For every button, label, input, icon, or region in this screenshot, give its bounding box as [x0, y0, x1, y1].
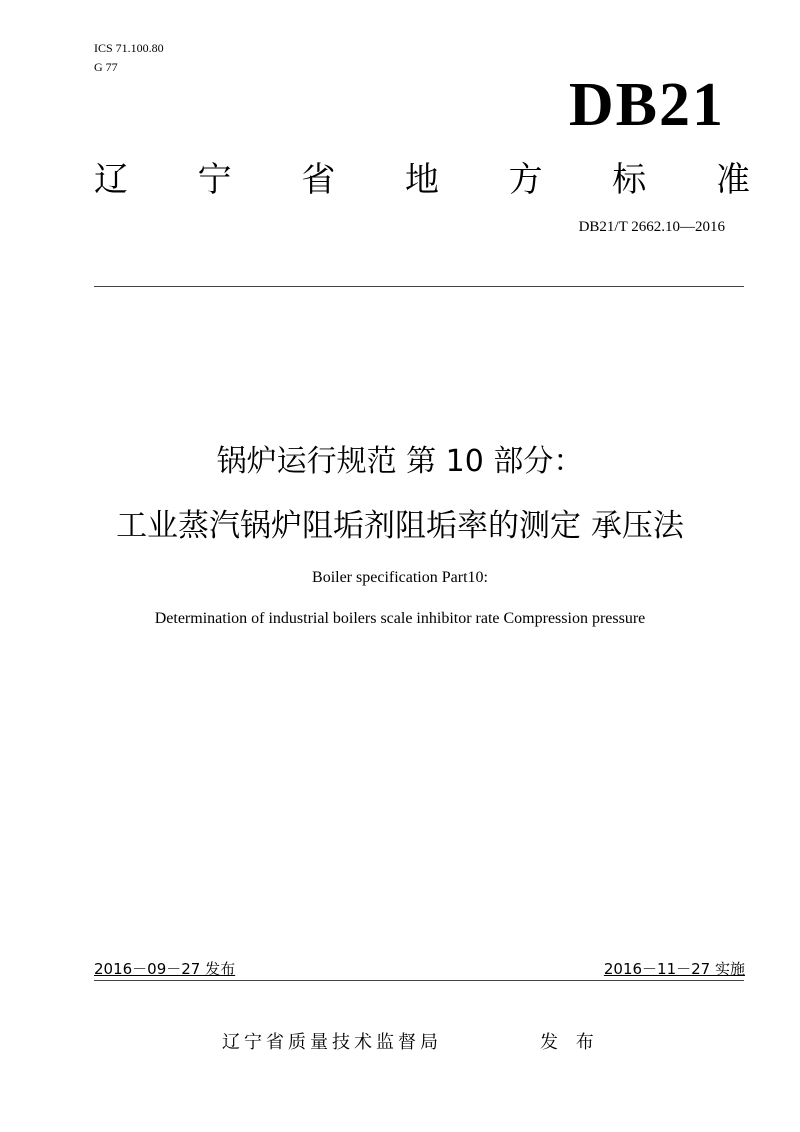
standard-type-char: 准: [715, 159, 750, 200]
issuing-authority: 辽宁省质量技术监督局: [222, 1032, 442, 1053]
bottom-divider: [94, 980, 744, 981]
ics-code: ICS 71.100.80: [94, 41, 164, 55]
standard-type-char: 标: [612, 159, 647, 200]
standard-type-char: 地: [404, 159, 439, 200]
standard-code-logo: DB21: [568, 71, 725, 139]
standard-number: DB21/T 2662.10—2016: [578, 219, 725, 235]
document-title-line1: 锅炉运行规范 第 10 部分：: [216, 444, 584, 479]
standard-type-title: [94, 155, 750, 200]
classification-code: G 77: [94, 60, 118, 74]
english-title-line2: Determination of industrial boilers scale inhibitor rate Compression pressure: [154, 610, 646, 627]
issue-label: 发 布: [540, 1032, 600, 1053]
english-title-line1: Boiler specification Part10:: [312, 569, 488, 586]
standard-type-char: 辽: [94, 159, 128, 200]
standard-type-char: 方: [508, 159, 543, 200]
document-title-line2: 工业蒸汽锅炉阻垢剂阻垢率的测定 承压法: [116, 508, 684, 544]
standard-type-char: 省: [301, 159, 336, 200]
top-divider: [94, 286, 744, 287]
implementation-date: 2016－11－27 实施: [603, 960, 745, 978]
standard-type-char: 宁: [197, 159, 232, 200]
release-date: 2016－09－27 发布: [94, 960, 236, 978]
